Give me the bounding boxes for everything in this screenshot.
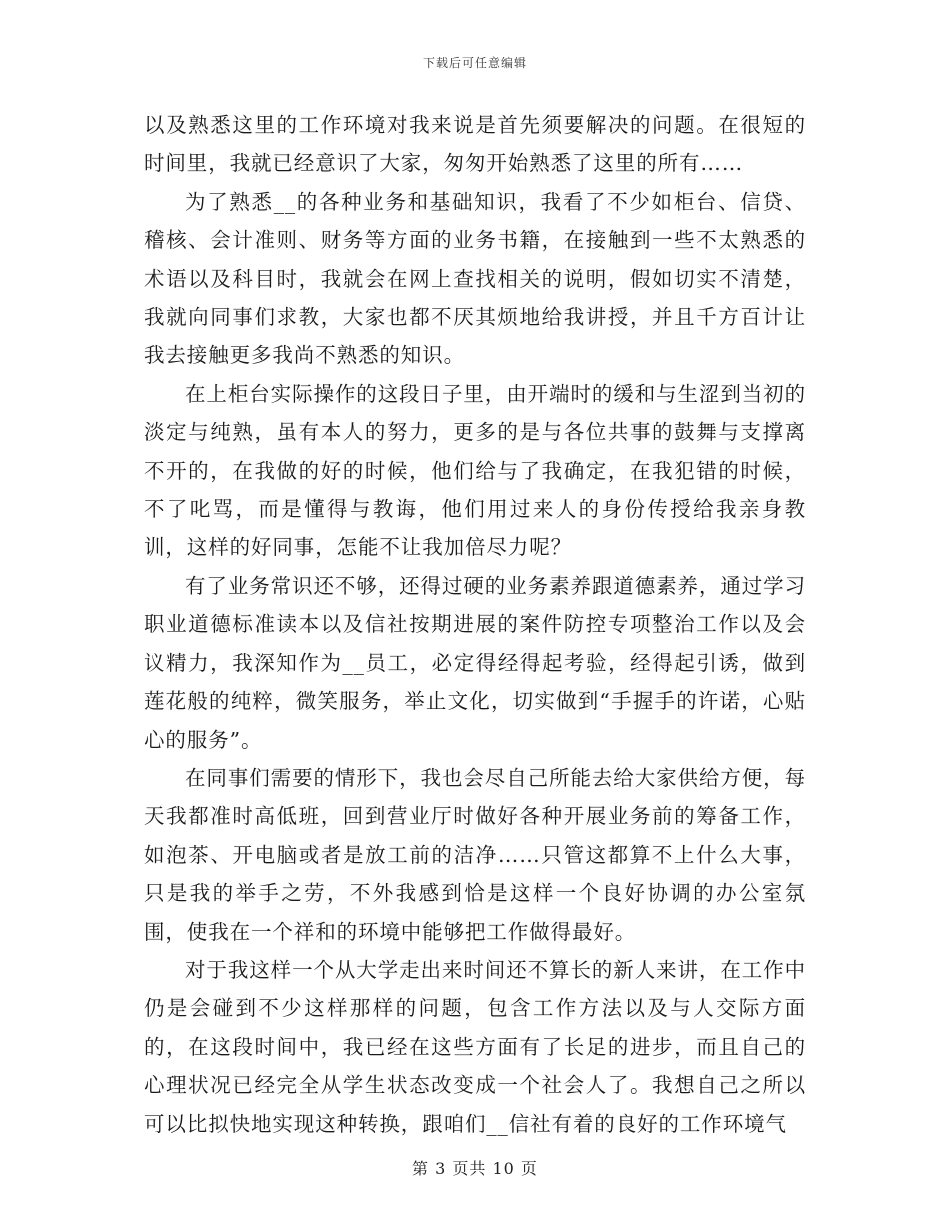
- paragraph: 对于我这样一个从大学走出来时间还不算长的新人来讲，在工作中仍是会碰到不少这样那样的问题，包含工作方法以及与人交际方面的，在这段时间中，我已经在这些方面有了长足的进步，而且自己的心理状况已经完全从学生状态改变成一个社会人了。我想自己之所以可以比拟快地实现这种转换，跟咱们__信社有着的良好的工作环境气: [144, 957, 806, 1136]
- paragraph: 在上柜台实际操作的这段日子里，由开端时的缓和与生涩到当初的淡定与纯熟，虽有本人的努力，更多的是与各位共事的鼓舞与支撑离不开的，在我做的好的时候，他们给与了我确定，在我犯错的时候，不了叱骂，而是懂得与教诲，他们用过来人的身份传授给我亲身教训，这样的好同事，怎能不让我加倍尽力呢？: [144, 381, 806, 560]
- paragraph: 在同事们需要的情形下，我也会尽自己所能去给大家供给方便，每天我都准时高低班，回到营业厅时做好各种开展业务前的筹备工作，如泡茶、开电脑或者是放工前的洁净……只管这都算不上什么大事，只是我的举手之劳，不外我感到恰是这样一个良好协调的办公室氛围，使我在一个祥和的环境中能够把工作做得最好。: [144, 765, 806, 944]
- page-header: 下载后可任意编辑: [422, 56, 527, 70]
- page-number: 第 3 页共 10 页: [412, 1159, 538, 1178]
- document-body: [144, 106, 806, 1143]
- paragraph: 为了熟悉__的各种业务和基础知识，我看了不少如柜台、信贷、稽核、会计准则、财务等方面的业务书籍，在接触到一些不太熟悉的术语以及科目时，我就会在网上查找相关的说明，假如切实不清楚，我就向同事们求教，大家也都不厌其烦地给我讲授，并且千方百计让我去接触更多我尚不熟悉的知识。: [144, 189, 806, 368]
- paragraph-continued: 以及熟悉这里的工作环境对我来说是首先须要解决的问题。在很短的时间里，我就已经意识了大家，匆匆开始熟悉了这里的所有……: [144, 113, 806, 176]
- paragraph: 有了业务常识还不够，还得过硬的业务素养跟道德素养，通过学习职业道德标准读本以及信社按期进展的案件防控专项整治工作以及会议精力，我深知作为__员工，必定得经得起考验，经得起引诱，做到莲花般的纯粹，微笑服务，举止文化，切实做到“手握手的许诺，心贴心的服务”。: [144, 573, 806, 752]
